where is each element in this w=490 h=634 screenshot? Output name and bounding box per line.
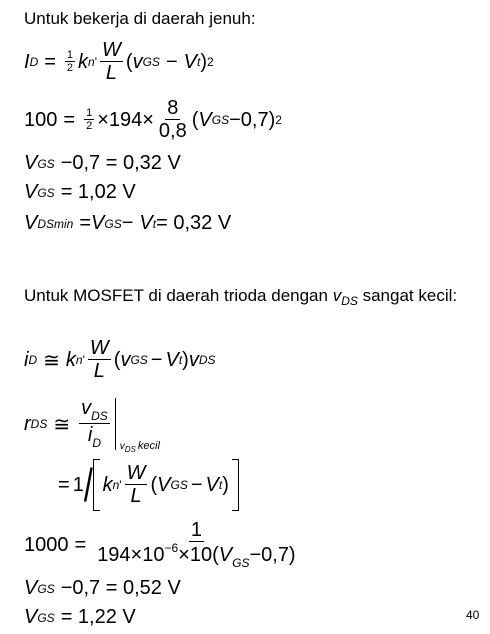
page-number: 40	[466, 608, 480, 622]
heading-triode: Untuk MOSFET di daerah trioda dengan $v_{DS}$ sangat kecil:	[24, 286, 458, 308]
equation-drain-current-triode: i D ≅ k n ' $\frac{W}{L}$ ( v GS − V t ) v DS	[24, 337, 216, 382]
equation-rds-expanded: = 1 / k n ' $\frac{W}{L}$ ( V GS − V t )	[58, 458, 239, 512]
heading-saturation: Untuk bekerja di daerah jenuh:	[24, 9, 256, 28]
evaluation-bar: $v_{DS}$ kecil	[115, 398, 116, 450]
equation-vgs-minus-vt-triode: V GS −0,7 = 0,52 V	[24, 577, 181, 599]
equation-vgs-result-triode: V GS = 1,22 V	[24, 606, 136, 628]
equation-drain-current-saturation: I D = $\frac{1}{2}$ k n ' $\frac{W}{L}$ ( v GS − V t ) 2	[24, 39, 214, 84]
equation-vgs-result: V GS = 1,02 V	[24, 181, 136, 203]
equation-vdsmin: V DSmin = V GS − V t = 0,32 V	[24, 212, 232, 234]
equation-rds-numeric: 1000 = $\frac{1}{194\times 10^{-6}\times 10(V_{GS}-0,7)}$	[24, 519, 296, 570]
w-over-l-fraction: $\frac{W}{L}$	[102, 39, 121, 84]
equation-numeric-substitution: 100 = $\frac{1}{2}$ ×194× $\frac{8}{0,8}$ ( V GS −0,7 ) 2	[24, 97, 282, 142]
equation-rds: r DS ≅ $\frac{v_{DS}}{i_D}$ $v_{DS}$ kecil	[24, 397, 160, 454]
half-fraction: $\frac{1}{2}$	[66, 48, 74, 75]
equation-vgs-minus-vt: V GS −0,7 = 0,32 V	[24, 152, 181, 174]
